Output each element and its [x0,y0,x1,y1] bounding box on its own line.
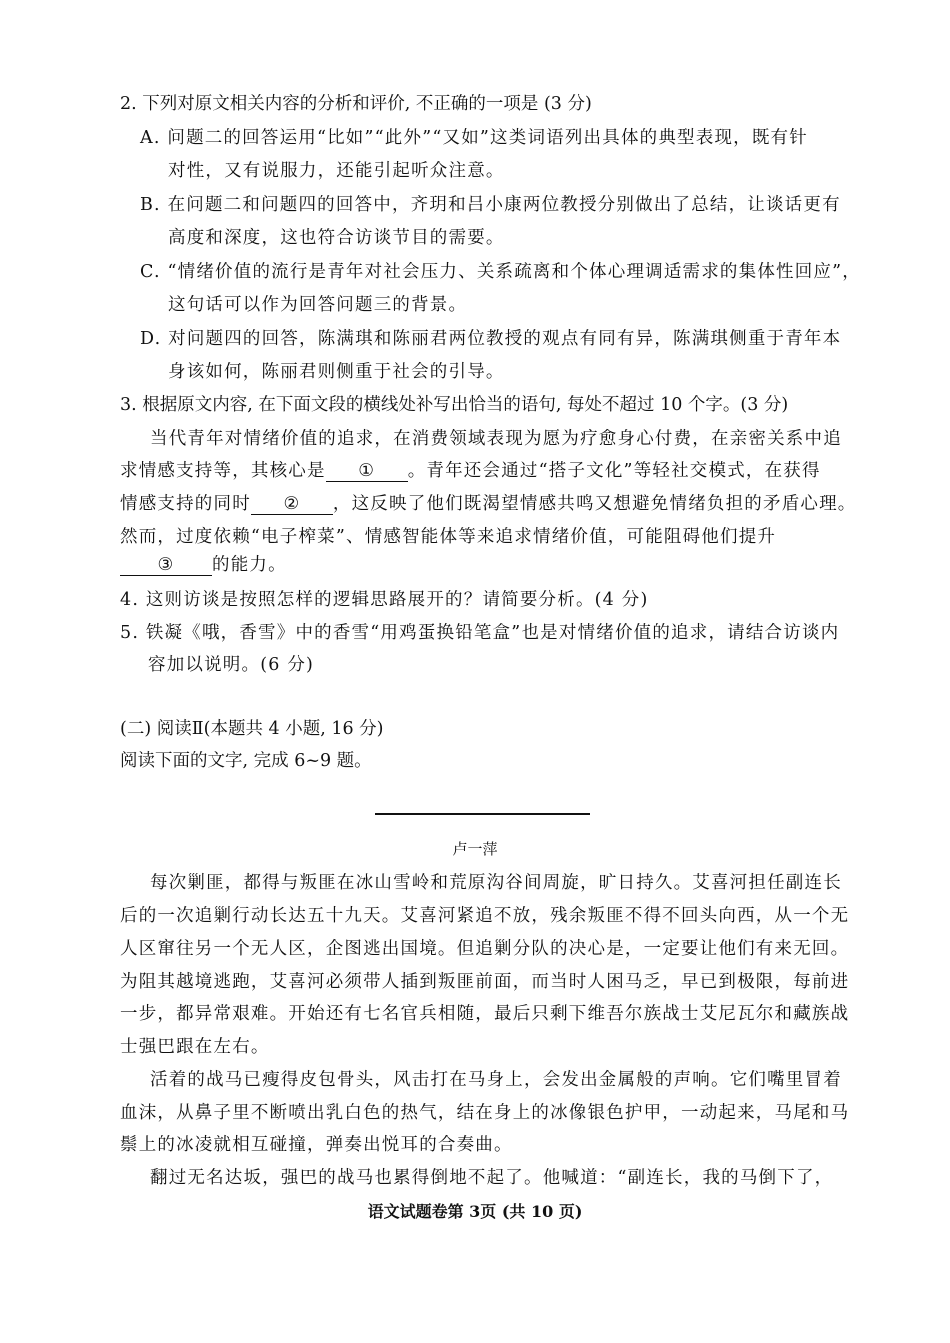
option-c-line-1: C. “情绪价值的流行是青年对社会压力、关系疏离和个体心理调适需求的集体性回应”， [140,262,861,282]
q3-text: 。青年还会通过“搭子文化”等轻社交模式，在获得 [407,461,821,481]
q3-passage-line-3 [120,492,857,516]
q3-text: 的能力。 [212,555,287,575]
question-3-stem: 3. 根据原文内容, 在下面文段的横线处补写出恰当的语句, 每处不超过 10 个字。(3 分) [120,395,789,415]
story-p1-line-6: 士强巴跟在左右。 [120,1037,270,1057]
story-p1-line-4: 为阻其越境逃跑，艾喜河必须带人插到叛匪前面，而当时人困马乏，早已到极限，每前进 [120,972,850,992]
story-p1-line-3: 人区窜往另一个无人区，企图逃出国境。但追剿分队的决心是，一定要让他们有来无回。 [120,939,850,959]
q3-passage-line-2 [120,459,821,483]
q3-text: 求情感支持等，其核心是 [120,461,326,481]
story-p1-line-1: 每次剿匪，都得与叛匪在冰山雪岭和荒原沟谷间周旋，旷日持久。艾喜河担任副连长 [150,873,842,893]
question-4-stem: 4. 这则访谈是按照怎样的逻辑思路展开的？请简要分析。(4 分) [120,590,649,610]
option-b-line-2: 高度和深度，这也符合访谈节目的需要。 [168,228,505,248]
q3-passage-line-5 [120,553,287,577]
story-p1-line-5: 一步，都异常艰难。开始还有七名官兵相随，最后只剩下维吾尔族战士艾尼瓦尔和藏族战 [120,1004,850,1024]
option-a-line-2: 对性，又有说服力，还能引起听众注意。 [168,161,505,181]
section-2-title: (二) 阅读Ⅱ(本题共 4 小题, 16 分) [120,719,384,739]
story-author: 卢一萍 [452,840,498,858]
question-5-line-2: 容加以说明。(6 分) [148,655,315,675]
story-p2-line-3: 鬃上的冰凌就相互碰撞，弹奏出悦耳的合奏曲。 [120,1135,513,1155]
blank-2: ② [251,494,333,515]
question-2-stem: 2. 下列对原文相关内容的分析和评价, 不正确的一项是 (3 分) [120,94,592,114]
page-footer: 语文试题卷第 3页 (共 10 页) [367,1202,583,1221]
option-c-line-2: 这句话可以作为回答问题三的背景。 [168,295,468,315]
section-2-instruction: 阅读下面的文字, 完成 6~9 题。 [120,751,372,771]
q3-text: ，这反映了他们既渴望情感共鸣又想避免情绪负担的矛盾心理。 [332,494,857,514]
option-b-line-1: B. 在问题二和问题四的回答中，齐玥和吕小康两位教授分别做出了总结，让谈话更有 [140,195,841,215]
option-a-line-1: A. 问题二的回答运用“比如”“此外”“又如”这类词语列出具体的典型表现，既有针 [140,128,808,148]
question-5-line-1: 5. 铁凝《哦，香雪》中的香雪“用鸡蛋换铅笔盒”也是对情绪价值的追求，请结合访谈内 [120,623,840,643]
blank-1: ① [326,461,408,482]
blank-3: ③ [120,555,212,576]
q3-passage-line-4: 然而，过度依赖“电子榨菜”、情感智能体等来追求情绪价值，可能阻碍他们提升 [120,527,777,547]
story-p1-line-2: 后的一次追剿行动长达五十九天。艾喜河紧追不放，残余叛匪不得不回头向西，从一个无 [120,906,850,926]
story-p2-line-2: 血沫，从鼻子里不断喷出乳白色的热气，结在身上的冰像银色护甲，一动起来，马尾和马 [120,1103,850,1123]
option-d-line-2: 身该如何，陈丽君则侧重于社会的引导。 [168,362,505,382]
q3-passage-line-1: 当代青年对情绪价值的追求，在消费领域表现为愿为疗愈身心付费，在亲密关系中追 [150,429,842,449]
option-d-line-1: D. 对问题四的回答，陈满琪和陈丽君两位教授的观点有同有异，陈满琪侧重于青年本 [140,329,842,349]
q3-text: 情感支持的同时 [120,494,251,514]
title-rule [375,813,590,815]
story-p3-line-1: 翻过无名达坂，强巴的战马也累得倒地不起了。他喊道：“副连长，我的马倒下了， [150,1168,834,1188]
story-p2-line-1: 活着的战马已瘦得皮包骨头，风击打在马身上，会发出金属般的声响。它们嘴里冒着 [150,1070,842,1090]
